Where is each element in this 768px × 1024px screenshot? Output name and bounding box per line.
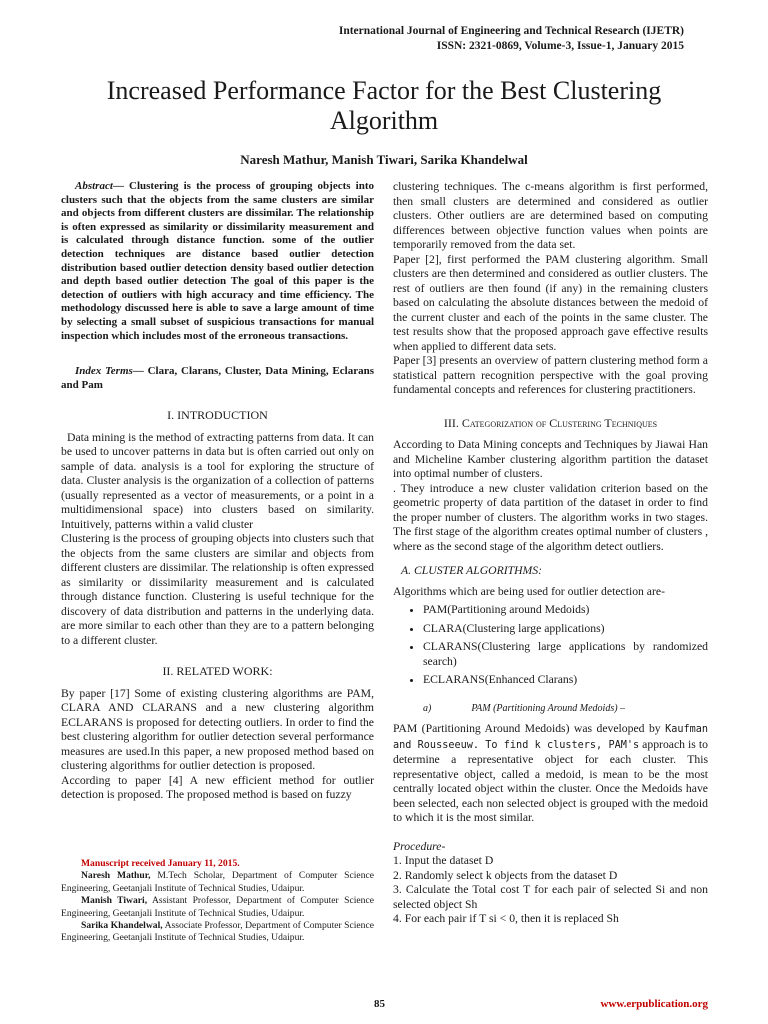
pam-heading [393, 702, 708, 717]
algorithm-list [393, 603, 708, 688]
categorization-heading-number: III. [443, 415, 462, 430]
intro-heading: I. INTRODUCTION [167, 408, 268, 423]
procedure-label: Procedure- [393, 839, 446, 853]
left-column [61, 180, 374, 803]
abstract-text: — Clustering is the process of grouping objects into clusters such that the objects from the same clusters are similar and objects from different clusters are dissimilar. The relationship is often expressed as similarity or dissimilarity measurement and is calculated through distance function. some of the outlier detection techniques are distance based outlier detection distribution based outlier detection density based outlier detection and depth based outlier detection The goal of this paper is the detection of outliers with high accuracy and time efficiency. The methodology discussed here is able to save a large amount of time by selecting a small subset of suspicious transactions for manual inspection which includes most of the erroneous transactions. [61, 180, 374, 342]
journal-header [339, 24, 684, 54]
related-paragraph-1: By paper [17] Some of existing clustering algorithms are PAM, CLARA AND CLARANS and a new clustering algorithm ECLARANS is proposed for detecting outliers. In order to find the best clustering algorithm for outlier detection several performance measures are used.In this paper, a new proposed method based on clustering algorithms for outlier detection is proposed. [61, 686, 374, 773]
author-footnote-1 [61, 870, 374, 895]
index-terms-label: Index Terms [75, 365, 133, 378]
author-2-affiliation: Assistant Professor, Department of Computer Science Engineering, Geetanjali Institute of Technical Studies, Udaipur. [61, 895, 374, 919]
pam-paragraph [393, 722, 708, 826]
related-paragraph-4: Paper [2], first performed the PAM clustering algorithm. Small clusters are then determined and considered as outlier clusters. The rest of outliers are then found (if any) in the remaining clusters based on calculating the absolute distances between the medoid of the current cluster and each of the points in the same cluster. The test results show that the proposed approach gave effective results when applied to different data sets. [393, 252, 708, 353]
related-work-heading: II. RELATED WORK: [162, 664, 273, 679]
list-item: • ECLARANS(Enhanced Clarans) [423, 673, 708, 688]
pam-text-a: PAM (Partitioning Around Medoids) was developed by [393, 722, 666, 735]
author-1-name: Naresh Mathur, [81, 870, 151, 882]
categorization-heading [393, 416, 708, 431]
right-column [393, 180, 708, 927]
procedure-step: 2. Randomly select k objects from the dataset D [393, 868, 618, 882]
categorization-paragraph-1: According to Data Mining concepts and Techniques by Jiawai Han and Micheline Kamber clustering algorithm partition the dataset into optimal number of clusters. [393, 438, 708, 480]
publisher-url: www.erpublication.org [600, 998, 708, 1010]
title-line-2: Algorithm [329, 106, 439, 135]
pam-heading-text: PAM (Partitioning Around Medoids) – [471, 702, 626, 714]
categorization-paragraph-2: . They introduce a new cluster validation criterion based on the geometric property of data partition of the dataset in order to find the proper number of clusters. The algorithm works in two stages. The first stage of the algorithm creates optimal number of clusters , where as the second stage of the algorithm detect outliers. [393, 481, 708, 553]
intro-paragraph-1: Data mining is the method of extracting patterns from data. It can be used to uncover patterns in data but is often carried out only on sample of data. analysis is a tool for exploring the structure of data. Cluster analysis is the organization of a collection of patterns (usually represented as a vector of measurements, or a point in a multidimensional space) into clusters based on similarity. Intuitively, patterns within a valid cluster [61, 430, 374, 531]
procedure-step: 1. Input the dataset D [393, 854, 494, 867]
paper-title [60, 76, 708, 136]
abstract-label: Abstract [75, 180, 113, 192]
list-item: • CLARANS(Clustering large applications by randomized search) [423, 640, 708, 669]
author-1-affiliation: M.Tech Scholar, Department of Computer Science Engineering, Geetanjali Institute of Technical Studies, Udaipur. [61, 870, 375, 894]
list-item: • PAM(Partitioning around Medoids) [423, 603, 708, 618]
pam-text-c: approach is to determine a representative object for each cluster. This representative object, called a medoid, is mean to be the most centrally located object within the cluster. Once the Medoids have been selected, each non selected object is grouped with the medoid to which it is the most similar. [393, 737, 708, 824]
cluster-algorithms-heading: A. CLUSTER ALGORITHMS: [401, 564, 543, 577]
procedure-step: 4. For each pair if T si < 0, then it is replaced Sh [393, 912, 619, 925]
journal-issn: ISSN: 2321-0869, Volume-3, Issue-1, January 2015 [436, 40, 684, 52]
related-paragraph-2: According to paper [4] A new efficient method for outlier detection is proposed. The proposed method is based on fuzzy [61, 773, 374, 802]
page-number: 85 [374, 998, 385, 1010]
intro-paragraph-2: Clustering is the process of grouping objects into clusters such that the objects from the same clusters are similar and objects from different clusters are dissimilar. The relationship is often expressed as similarity or dissimilarity measurement and is calculated through distance function. Clustering is useful technique for the discovery of data distribution and patterns in the underlying data. are more similar to each other than they are to a pattern belonging to a different cluster. [61, 532, 374, 647]
author-2-name: Manish Tiwari, [81, 895, 148, 907]
title-line-1: Increased Performance Factor for the Best Clustering [106, 76, 662, 105]
pam-text-b: Kaufman and Rousseeuw. To find k clusters, PAM's [393, 724, 708, 751]
author-footnote-2 [61, 895, 374, 920]
list-item: • CLARA(Clustering large applications) [423, 622, 708, 637]
cluster-algorithms-intro: Algorithms which are being used for outlier detection are- [393, 584, 665, 598]
footnotes [61, 858, 374, 945]
manuscript-received: Manuscript received January 11, 2015. [81, 858, 240, 869]
related-paragraph-3: clustering techniques. The c-means algorithm is first performed, then small clusters are determined and considered as outlier clusters. Other outliers are are determined based on computing differences between objective function values when points are temporarily removed from the data set. [393, 180, 708, 251]
author-3-name: Sarika Khandelwal, [81, 920, 163, 932]
related-paragraph-5: Paper [3] presents an overview of pattern clustering method form a statistical pattern recognition perspective with the goal proving fundamental concepts and references for clustering practitioners. [393, 354, 708, 396]
index-terms [61, 365, 374, 392]
pam-heading-number: a) [423, 702, 432, 714]
index-terms-text: — Clara, Clarans, Cluster, Data Mining, Eclarans and Pam [61, 365, 374, 391]
author-3-affiliation: Associate Professor, Department of Computer Science Engineering, Geetanjali Institute of Technical Studies, Udaipur. [61, 920, 375, 944]
procedure-step: 3. Calculate the Total cost T for each pair of selected Si and non selected object Sh [393, 883, 708, 911]
abstract [61, 180, 374, 343]
author-footnote-3 [61, 920, 374, 945]
categorization-heading-text: Categorization of Clustering Techniques [461, 415, 658, 430]
paper-authors: Naresh Mathur, Manish Tiwari, Sarika Khandelwal [240, 152, 528, 167]
journal-name: International Journal of Engineering and Technical Research (IJETR) [338, 25, 684, 37]
